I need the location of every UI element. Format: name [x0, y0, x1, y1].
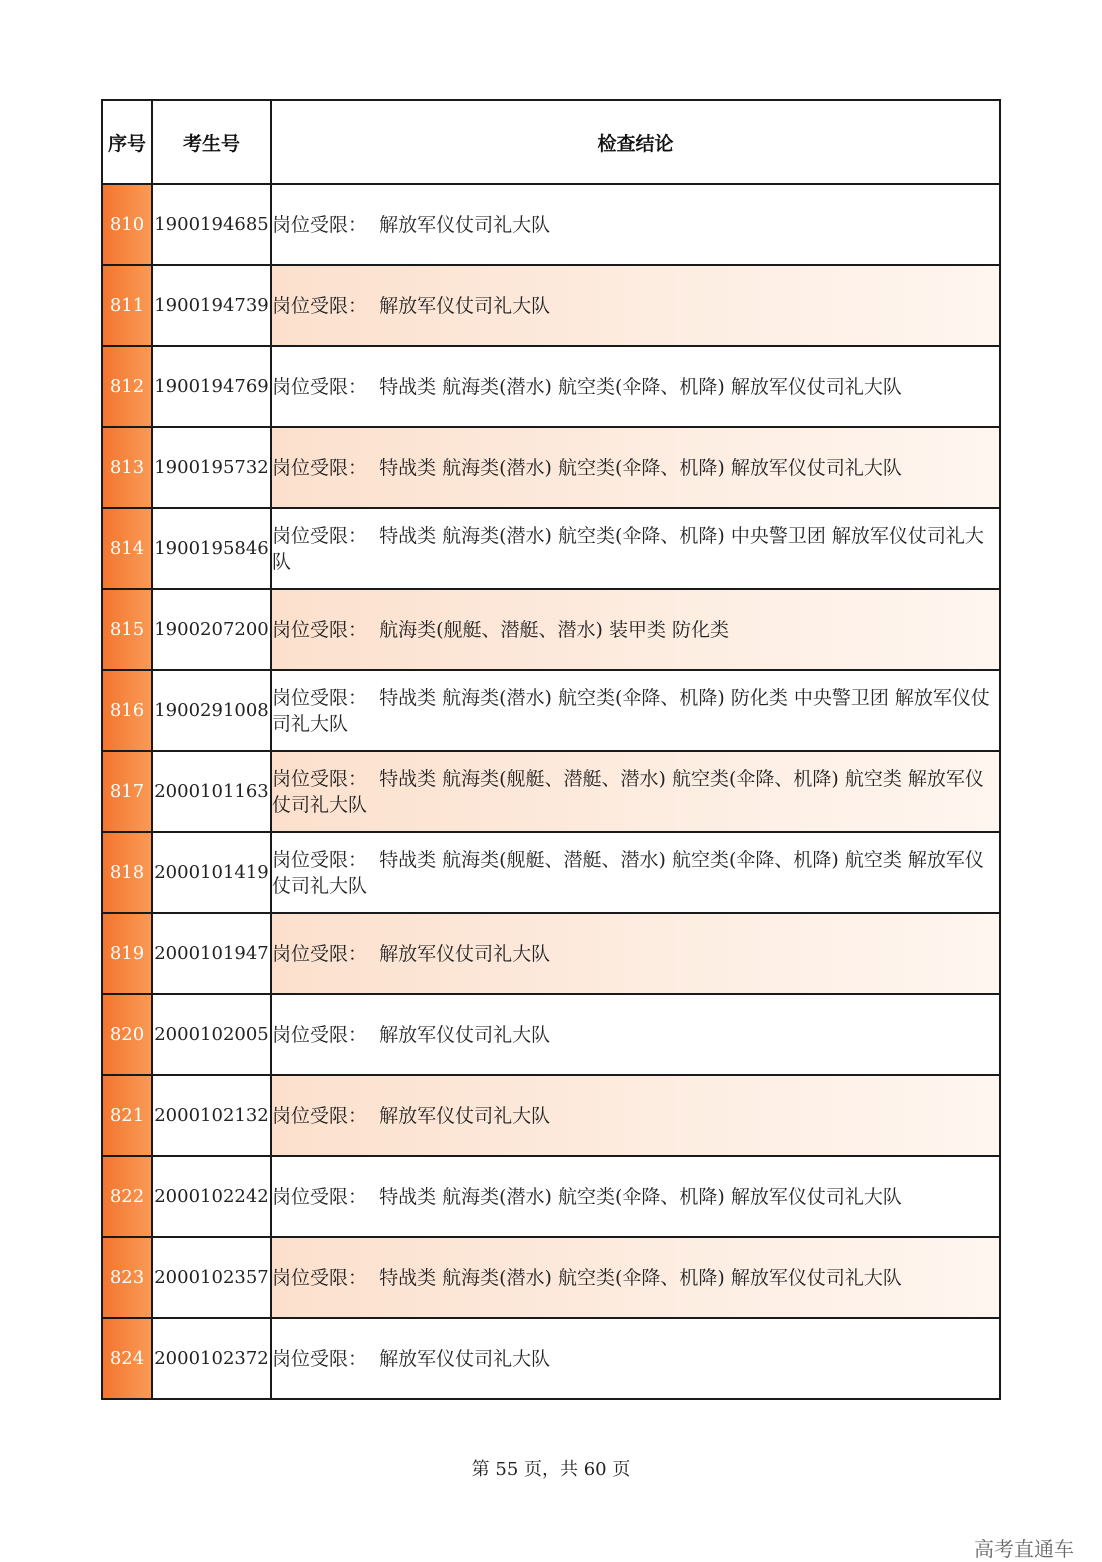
row-candidate-no: 1900194769 — [152, 346, 271, 427]
table-row — [102, 1156, 1000, 1237]
table-header-row — [102, 100, 1000, 184]
table-row — [102, 1075, 1000, 1156]
row-seq: 818 — [102, 832, 152, 913]
row-seq: 824 — [102, 1318, 152, 1399]
table-row — [102, 184, 1000, 265]
table-row — [102, 1237, 1000, 1318]
row-candidate-no: 2000102005 — [152, 994, 271, 1075]
row-conclusion: 岗位受限： 特战类 航海类(潜水) 航空类(伞降、机降) 防化类 中央警卫团 解放军仪仗司礼大队 — [271, 670, 1000, 751]
row-seq: 815 — [102, 589, 152, 670]
row-seq: 822 — [102, 1156, 152, 1237]
row-candidate-no: 2000101163 — [152, 751, 271, 832]
row-candidate-no: 2000101947 — [152, 913, 271, 994]
row-conclusion: 岗位受限： 解放军仪仗司礼大队 — [271, 1318, 1000, 1399]
records-table — [101, 99, 1001, 1400]
row-conclusion: 岗位受限： 解放军仪仗司礼大队 — [271, 994, 1000, 1075]
table-row — [102, 913, 1000, 994]
row-conclusion: 岗位受限： 解放军仪仗司礼大队 — [271, 265, 1000, 346]
row-seq: 813 — [102, 427, 152, 508]
row-conclusion: 岗位受限： 解放军仪仗司礼大队 — [271, 913, 1000, 994]
header-conclusion: 检查结论 — [271, 100, 1000, 184]
table-row — [102, 1318, 1000, 1399]
row-conclusion: 岗位受限： 特战类 航海类(舰艇、潜艇、潜水) 航空类(伞降、机降) 航空类 解放军仪仗司礼大队 — [271, 832, 1000, 913]
row-conclusion: 岗位受限： 航海类(舰艇、潜艇、潜水) 装甲类 防化类 — [271, 589, 1000, 670]
row-candidate-no: 1900195732 — [152, 427, 271, 508]
row-candidate-no: 2000102132 — [152, 1075, 271, 1156]
header-candidate-no: 考生号 — [152, 100, 271, 184]
row-candidate-no: 2000102357 — [152, 1237, 271, 1318]
row-candidate-no: 1900194685 — [152, 184, 271, 265]
table-row — [102, 346, 1000, 427]
row-conclusion: 岗位受限： 特战类 航海类(潜水) 航空类(伞降、机降) 解放军仪仗司礼大队 — [271, 1237, 1000, 1318]
row-conclusion: 岗位受限： 特战类 航海类(潜水) 航空类(伞降、机降) 解放军仪仗司礼大队 — [271, 1156, 1000, 1237]
row-seq: 812 — [102, 346, 152, 427]
row-conclusion: 岗位受限： 特战类 航海类(潜水) 航空类(伞降、机降) 解放军仪仗司礼大队 — [271, 346, 1000, 427]
row-seq: 817 — [102, 751, 152, 832]
watermark-text: 高考直通车 — [974, 1537, 1074, 1561]
row-candidate-no: 2000101419 — [152, 832, 271, 913]
row-conclusion: 岗位受限： 解放军仪仗司礼大队 — [271, 184, 1000, 265]
row-seq: 811 — [102, 265, 152, 346]
row-candidate-no: 1900194739 — [152, 265, 271, 346]
row-seq: 814 — [102, 508, 152, 589]
row-seq: 823 — [102, 1237, 152, 1318]
row-conclusion: 岗位受限： 特战类 航海类(潜水) 航空类(伞降、机降) 解放军仪仗司礼大队 — [271, 427, 1000, 508]
row-seq: 816 — [102, 670, 152, 751]
row-seq: 820 — [102, 994, 152, 1075]
row-candidate-no: 2000102242 — [152, 1156, 271, 1237]
table-row — [102, 994, 1000, 1075]
row-conclusion: 岗位受限： 特战类 航海类(潜水) 航空类(伞降、机降) 中央警卫团 解放军仪仗司礼大队 — [271, 508, 1000, 589]
page-number: 第 55 页，共 60 页 — [471, 1459, 631, 1480]
table-row — [102, 832, 1000, 913]
row-candidate-no: 1900291008 — [152, 670, 271, 751]
row-candidate-no: 1900195846 — [152, 508, 271, 589]
table-row — [102, 427, 1000, 508]
header-seq: 序号 — [102, 100, 152, 184]
row-conclusion: 岗位受限： 解放军仪仗司礼大队 — [271, 1075, 1000, 1156]
row-conclusion: 岗位受限： 特战类 航海类(舰艇、潜艇、潜水) 航空类(伞降、机降) 航空类 解放军仪仗司礼大队 — [271, 751, 1000, 832]
table-row — [102, 670, 1000, 751]
table-row — [102, 265, 1000, 346]
row-seq: 819 — [102, 913, 152, 994]
row-candidate-no: 2000102372 — [152, 1318, 271, 1399]
table-row — [102, 589, 1000, 670]
row-seq: 810 — [102, 184, 152, 265]
table-row — [102, 751, 1000, 832]
row-candidate-no: 1900207200 — [152, 589, 271, 670]
row-seq: 821 — [102, 1075, 152, 1156]
table-row — [102, 508, 1000, 589]
